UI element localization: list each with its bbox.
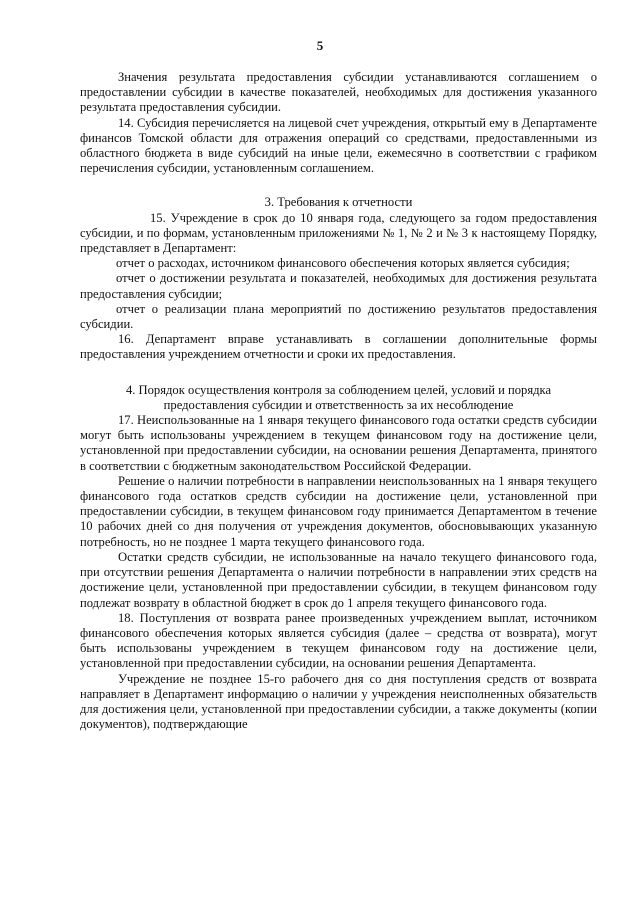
paragraph-18-info: Учреждение не позднее 15-го рабочего дня со дня поступления средств от возврата направляет в Департамент информацию о наличии у учреждения неисполненных обязательств для достижения цели, установленной при предоставлении субсидии, а также документы (копии документов), подтверждающие (80, 671, 597, 732)
paragraph-17-remainder: Остатки средств субсидии, не использованные на начало текущего финансового года, при отсутствии решения Департамента о наличии потребности в направлении этих средств на достижение цели, установленной при предоставлении субсидии, в текущем финансовом году подлежат возврату в областной бюджет в срок до 1 апреля текущего финансового года. (80, 549, 597, 610)
document-body (80, 70, 597, 732)
paragraph-18: 18. Поступления от возврата ранее произведенных учреждением выплат, источником финансового обеспечения которых является субсидия (далее – средства от возврата), могут быть использованы учреждением в текущем финансовом году на достижение цели, установленной при предоставлении субсидии, на основании решения Департамента. (80, 610, 597, 671)
report-item-results: отчет о достижении результата и показателей, необходимых для достижения результата предоставления субсидии; (80, 271, 597, 301)
report-item-expenses: отчет о расходах, источником финансового обеспечения которых является субсидия; (116, 256, 570, 271)
section-4-heading-line2: предоставления субсидии и ответственность за их несоблюдение (163, 397, 514, 412)
paragraph-14: 14. Субсидия перечисляется на лицевой счет учреждения, открытый ему в Департаменте финансов Томской области для отражения операций со средствами, предоставленными из областного бюджета в виде субсидий на иные цели, ежемесячно в соответствии с графиком перечисления субсидии, установленным соглашением. (80, 115, 597, 176)
paragraph-17-decision: Решение о наличии потребности в направлении неиспользованных на 1 января текущего финансового года остатков средств субсидии на достижение цели, установленной при предоставлении субсидии, в текущем финансовом году принимается Департаментом в течение 10 рабочих дней со дня получения от учреждения документов, обосновывающих указанную потребность, но не позднее 1 марта текущего финансового года. (80, 473, 597, 549)
paragraph-result-values: Значения результата предоставления субсидии устанавливаются соглашением о предоставлении субсидии в качестве показателей, необходимых для достижения указанного результата предоставления субсидии. (80, 70, 597, 115)
report-item-plan: отчет о реализации плана мероприятий по достижению результатов предоставления субсидии. (80, 301, 597, 332)
page-number: 5 (316, 38, 324, 53)
paragraph-17: 17. Неиспользованные на 1 января текущего финансового года остатки средств субсидии могут быть использованы учреждением в текущем финансовом году на достижение цели, установленной при предоставлении субсидии, на основании решения Департамента, принятого в соответствии с бюджетным законодательством Российской Федерации. (80, 413, 597, 473)
paragraph-16: 16. Департамент вправе устанавливать в соглашении дополнительные формы предоставления учреждением отчетности и сроки их предоставления. (80, 332, 597, 362)
section-4-heading-line1: 4. Порядок осуществления контроля за соблюдением целей, условий и порядка (125, 382, 552, 397)
section-3-heading: 3. Требования к отчетности (264, 195, 413, 210)
paragraph-15: 15. Учреждение в срок до 10 января года, следующего за годом предоставления субсидии, и по формам, установленным приложениями № 1, № 2 и № 3 к настоящему Порядку, представляет в Департамент: (80, 210, 597, 256)
